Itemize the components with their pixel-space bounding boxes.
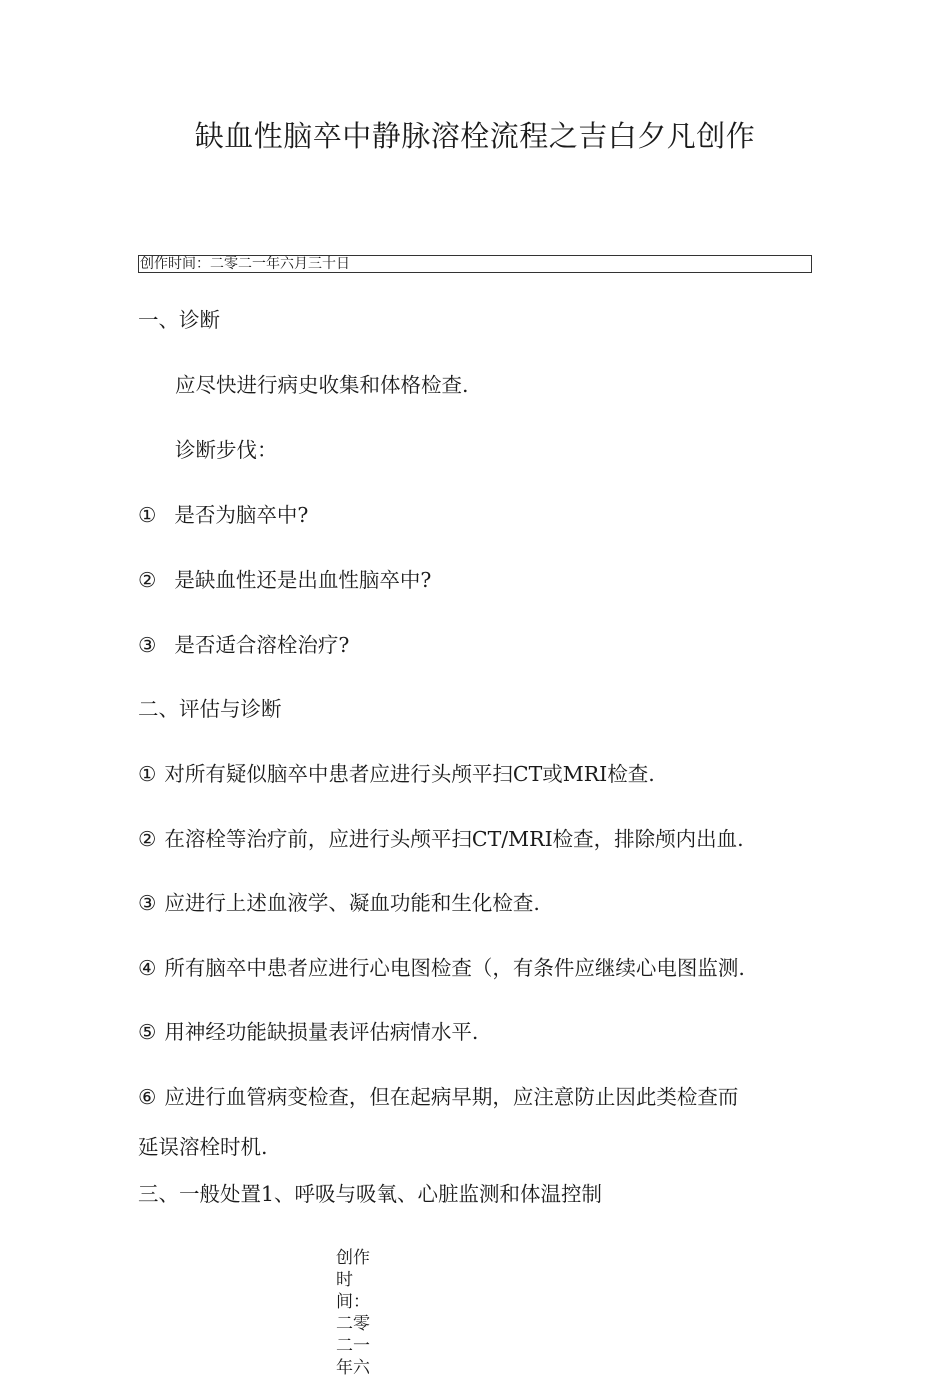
section-heading-assessment: 二、评估与诊断 (138, 697, 282, 721)
list-item-text: 用神经功能缺损量表评估病情水平. (164, 1020, 479, 1044)
section-heading-general-care: 三、一般处置1、呼吸与吸氧、心脏监测和体温控制 (138, 1182, 603, 1206)
list-marker: ② (138, 827, 157, 851)
list-item-text: 所有脑卒中患者应进行心电图检查（，有条件应继续心电图监测. (164, 956, 745, 980)
list-item-text: 是否为脑卒中? (174, 503, 309, 527)
creation-time-box: 创作时间：二零二一年六月三十日 (138, 255, 812, 273)
list-item-text: 在溶栓等治疗前，应进行头颅平扫CT/MRI检查，排除颅内出血. (164, 827, 744, 851)
list-item (138, 759, 655, 789)
list-item-text: 应进行上述血液学、凝血功能和生化检查. (164, 891, 540, 915)
list-item (138, 888, 540, 918)
list-marker: ③ (138, 633, 157, 657)
list-marker: ① (138, 762, 157, 786)
paragraph-history: 应尽快进行病史收集和体格检查. (175, 373, 469, 397)
list-marker: ③ (138, 891, 157, 915)
list-item (138, 630, 349, 660)
list-item-text: 是否适合溶栓治疗? (174, 633, 350, 657)
list-marker: ④ (138, 956, 157, 980)
list-item (138, 500, 308, 530)
list-marker: ⑥ (138, 1085, 157, 1109)
list-item (138, 565, 431, 595)
section-heading-diagnosis: 一、诊断 (138, 308, 220, 332)
list-item (138, 1017, 478, 1047)
footer-creation-time-stack: 创作时间：二零二一年六 (336, 1248, 370, 1378)
list-item-text: 对所有疑似脑卒中患者应进行头颅平扫CT或MRI检查. (164, 762, 655, 786)
list-marker: ⑤ (138, 1020, 157, 1044)
list-marker: ② (138, 568, 157, 592)
list-item (138, 824, 744, 854)
list-marker: ① (138, 503, 157, 527)
list-item (138, 1082, 738, 1112)
document-title: 缺血性脑卒中静脉溶栓流程之吉白夕凡创作 (194, 119, 756, 153)
list-item (138, 953, 745, 983)
list-item-text: 是缺血性还是出血性脑卒中? (174, 568, 432, 592)
paragraph-continuation: 延误溶栓时机. (138, 1135, 268, 1159)
paragraph-steps: 诊断步伐： (175, 438, 278, 462)
list-item-text: 应进行血管病变检查，但在起病早期，应注意防止因此类检查而 (164, 1085, 739, 1109)
